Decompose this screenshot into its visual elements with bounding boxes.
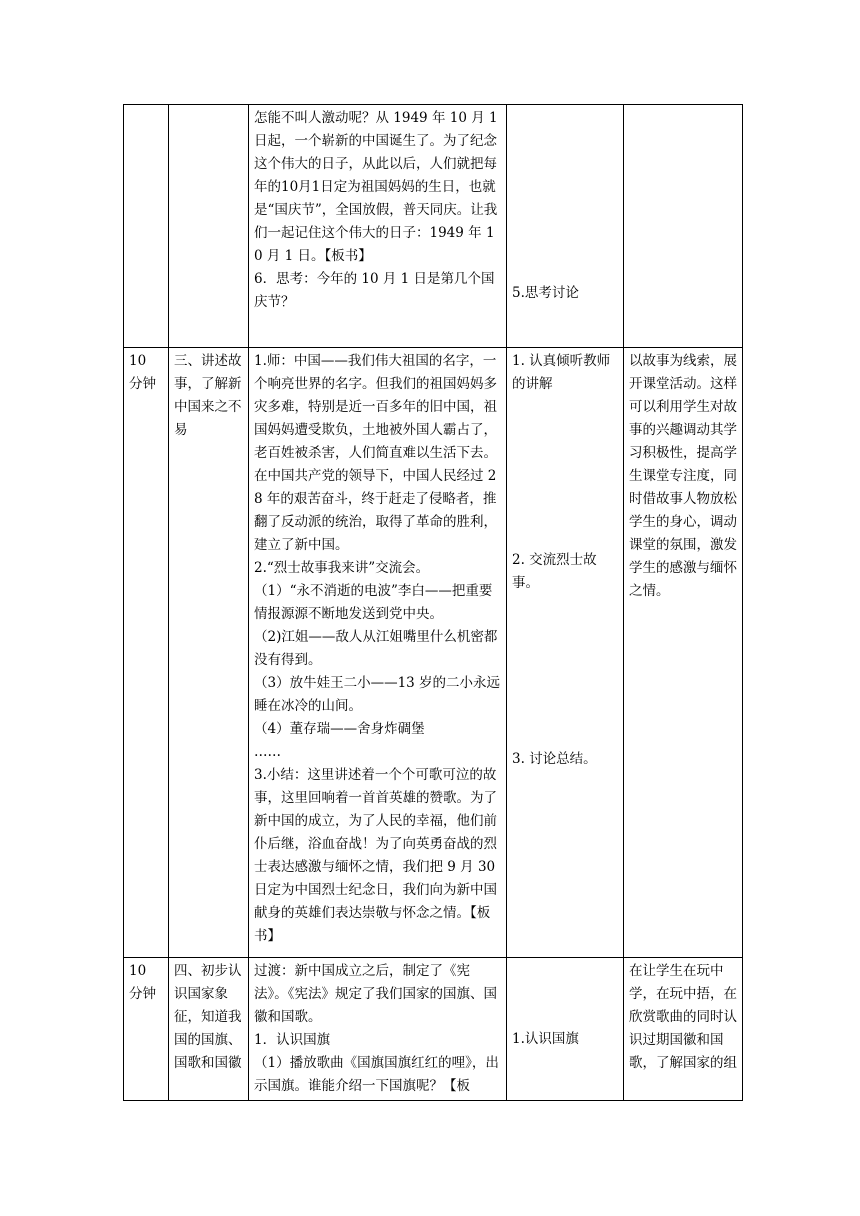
- table-row: [124, 958, 743, 1101]
- design-intent-cell: 以故事为线索，展开课堂活动。这样可以利用学生对故事的兴趣调动其学习积极性，提高学生课堂专注度，同时借故事人物放松学生的身心，调动课堂的氛围，激发学生的感激与缅怀之情。: [624, 348, 743, 958]
- lesson-plan-table: [123, 104, 743, 1101]
- table-row: [124, 348, 743, 958]
- design-intent-cell: [624, 105, 743, 348]
- teacher-activity-cell: 怎能不叫人激动呢？从 1949 年 10 月 1 日起，一个崭新的中国诞生了。为了纪念这个伟大的日子，从此以后，人们就把每年的10月1日定为祖国妈妈的生日，也就是“国庆节”，全国放假，普天同庆。让我们一起记住这个伟大的日子：1949 年 10 月 1 日。【板书】 6．思考：今年的 10 月 1 日是第几个国庆节？: [249, 105, 507, 348]
- student-activity-item: 3. 讨论总结。: [512, 751, 597, 767]
- student-activity-text: 5.思考讨论: [512, 285, 579, 301]
- stage-cell: 三、讲述故事，了解新中国来之不易: [169, 348, 249, 958]
- time-cell: 10 分钟: [124, 348, 169, 958]
- design-intent-cell: 在让学生在玩中学，在玩中捂，在欣赏歌曲的同时认识过期国徽和国歌，了解国家的组: [624, 958, 743, 1101]
- time-cell: [124, 105, 169, 348]
- teacher-activity-cell: 1.师：中国——我们伟大祖国的名字，一个响亮世界的名字。但我们的祖国妈妈多灾多难，特别是近一百多年的旧中国，祖国妈妈遭受欺负，土地被外国人霸占了，老百姓被杀害，人们简直难以生活下去。在中国共产党的领导下，中国人民经过 28 年的艰苦奋斗，终于赶走了侵略者，推翻了反动派的统治，取得了革命的胜利，建立了新中国。 2.“烈士故事我来讲”交流会。 （1）“永不消逝的电波”李白——把重要情报源源不断地发送到党中央。 （2)江姐——敌人从江姐嘴里什么机密都没有得到。 （3）放牛娃王二小——13 岁的二小永远睡在冰冷的山间。 （4）董存瑞——舍身炸碉堡 …… 3.小结：这里讲述着一个个可歌可泣的故事，这里回响着一首首英雄的赞歌。为了新中国的成立，为了人民的幸福，他们前仆后继，浴血奋战！为了向英勇奋战的烈士表达感激与缅怀之情，我们把 9 月 30 日定为中国烈士纪念日，我们向为新中国献身的英雄们表达崇敬与怀念之情。【板书】: [249, 348, 507, 958]
- stage-cell: [169, 105, 249, 348]
- student-activity-cell: [507, 958, 624, 1101]
- student-activity-item: 1. 认真倾听教师的讲解: [512, 353, 611, 392]
- time-cell: 10 分钟: [124, 958, 169, 1101]
- student-activity-cell: [507, 105, 624, 348]
- student-activity-cell: [507, 348, 624, 958]
- student-activity-text: 1.认识国旗: [512, 1031, 579, 1047]
- stage-cell: 四、初步认识国家象征，知道我国的国旗、国歌和国徽: [169, 958, 249, 1101]
- teacher-activity-cell: 过渡：新中国成立之后，制定了《宪法》。《宪法》规定了我们国家的国旗、国徽和国歌。 1．认识国旗 （1）播放歌曲《国旗国旗红红的哩》，出示国旗。谁能介绍一下国旗呢？【板: [249, 958, 507, 1101]
- student-activity-item: 2. 交流烈士故事。: [512, 552, 597, 591]
- table-row: [124, 105, 743, 348]
